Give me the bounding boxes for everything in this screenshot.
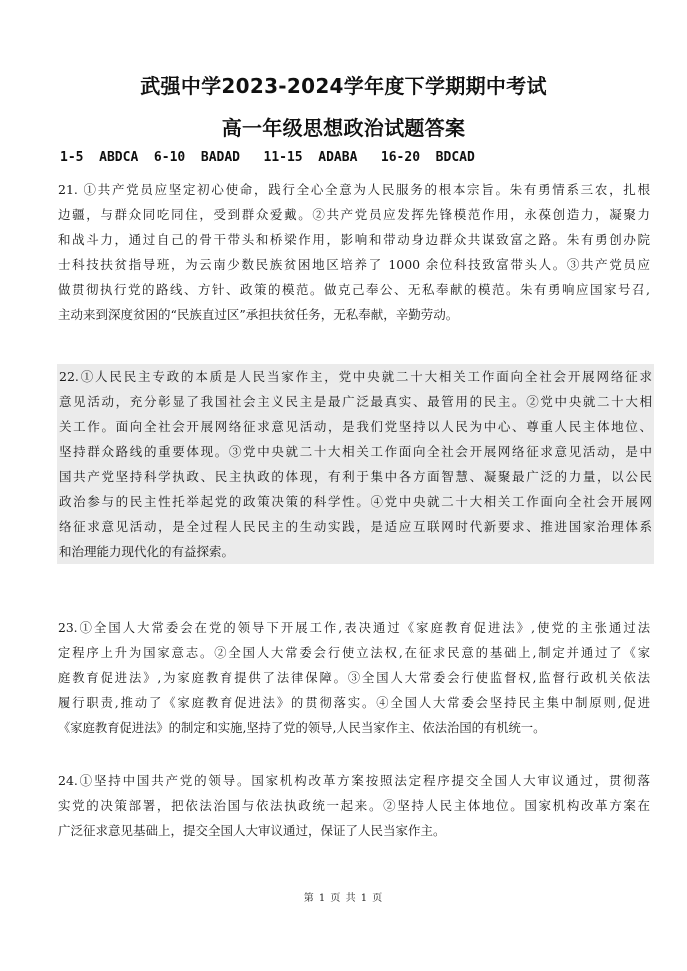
- answer-24: [58, 768, 650, 843]
- page-subtitle: 高一年级思想政治试题答案: [221, 116, 466, 140]
- page-footer: 第 1 页 共 1 页: [303, 893, 384, 904]
- answer-line: 政治参与的民主性托举起党的政策决策的科学性。④党中央就二十大相关工作面向全社会开展网: [59, 494, 652, 509]
- answer-line: 22.①人民民主专政的本质是人民当家作主，党中央就二十大相关工作面向全社会开展网络征求: [59, 369, 652, 384]
- answer-line: 实党的决策部署，把依法治国与依法执政统一起来。②坚持人民主体地位。国家机构改革方案在: [58, 798, 650, 813]
- answer-line: 和战斗力，通过自己的骨干带头和桥梁作用，影响和带动身边群众共谋致富之路。朱有勇创办院: [58, 232, 650, 247]
- answer-line: 24.①坚持中国共产党的领导。国家机构改革方案按照法定程序提交全国人大审议通过，贯彻落: [58, 773, 650, 788]
- answer-line: 定程序上升为国家意志。②全国人大常委会行使立法权,在征求民意的基础上,制定并通过了《家: [58, 646, 650, 660]
- answer-line: 《家庭教育促进法》的制定和实施,坚持了党的领导,人民当家作主、依法治国的有机统一。: [58, 721, 546, 735]
- answer-line: 士科技扶贫指导班，为云南少数民族贫困地区培养了 1000 余位科技致富带头人。③共产党员应: [58, 257, 650, 272]
- answer-line: 坚持群众路线的重要体现。③党中央就二十大相关工作面向全社会开展网络征求意见活动，是中: [59, 444, 652, 459]
- answer-line: 23.①全国人大常委会在党的领导下开展工作,表决通过《家庭教育促进法》,使党的主张通过法: [58, 621, 650, 635]
- answer-line: 络征求意见活动，是全过程人民民主的生动实践，是适应互联网时代新要求、推进国家治理体系: [59, 519, 652, 534]
- answer-line: 主动来到深度贫困的“民族直过区”承担扶贫任务，无私奉献，辛勤劳动。: [58, 307, 459, 322]
- answer-23: [58, 616, 650, 741]
- choice-answers: 1-5 ABDCA 6-10 BADAD 11-15 ADABA 16-20 BDCAD: [60, 150, 475, 165]
- page-title: 武强中学2023-2024学年度下学期期中考试: [140, 74, 547, 98]
- answer-line: 履行职责,推动了《家庭教育促进法》的贯彻落实。④全国人大常委会坚持民主集中制原则,促进: [58, 696, 650, 710]
- answer-22: [57, 364, 654, 564]
- answer-line: 意见活动，充分彰显了我国社会主义民主是最广泛最真实、最管用的民主。②党中央就二十大相: [59, 394, 652, 409]
- answer-line: 边疆，与群众同吃同住，受到群众爱戴。②共产党员应发挥先锋模范作用，永葆创造力，凝聚力: [58, 207, 650, 222]
- answer-line: 国共产党坚持科学执政、民主执政的体现，有利于集中各方面智慧、凝聚最广泛的力量，以公民: [59, 469, 652, 484]
- answer-line: 21. ①共产党员应坚定初心使命，践行全心全意为人民服务的根本宗旨。朱有勇情系三农，扎根: [58, 182, 650, 197]
- answer-line: 广泛征求意见基础上，提交全国人大审议通过，保证了人民当家作主。: [58, 823, 446, 838]
- answer-line: 庭教育促进法》,为家庭教育提供了法律保障。③全国人大常委会行使监督权,监督行政机关依法: [58, 671, 650, 685]
- answer-line: 做贯彻执行党的路线、方针、政策的模范。做克己奉公、无私奉献的模范。朱有勇响应国家号召,: [58, 282, 650, 297]
- answer-line: 关工作。面向全社会开展网络征求意见活动，是我们党坚持以人民为中心、尊重人民主体地位、: [59, 419, 652, 434]
- answer-21: [58, 177, 650, 327]
- answer-line: 和治理能力现代化的有益探索。: [59, 544, 235, 559]
